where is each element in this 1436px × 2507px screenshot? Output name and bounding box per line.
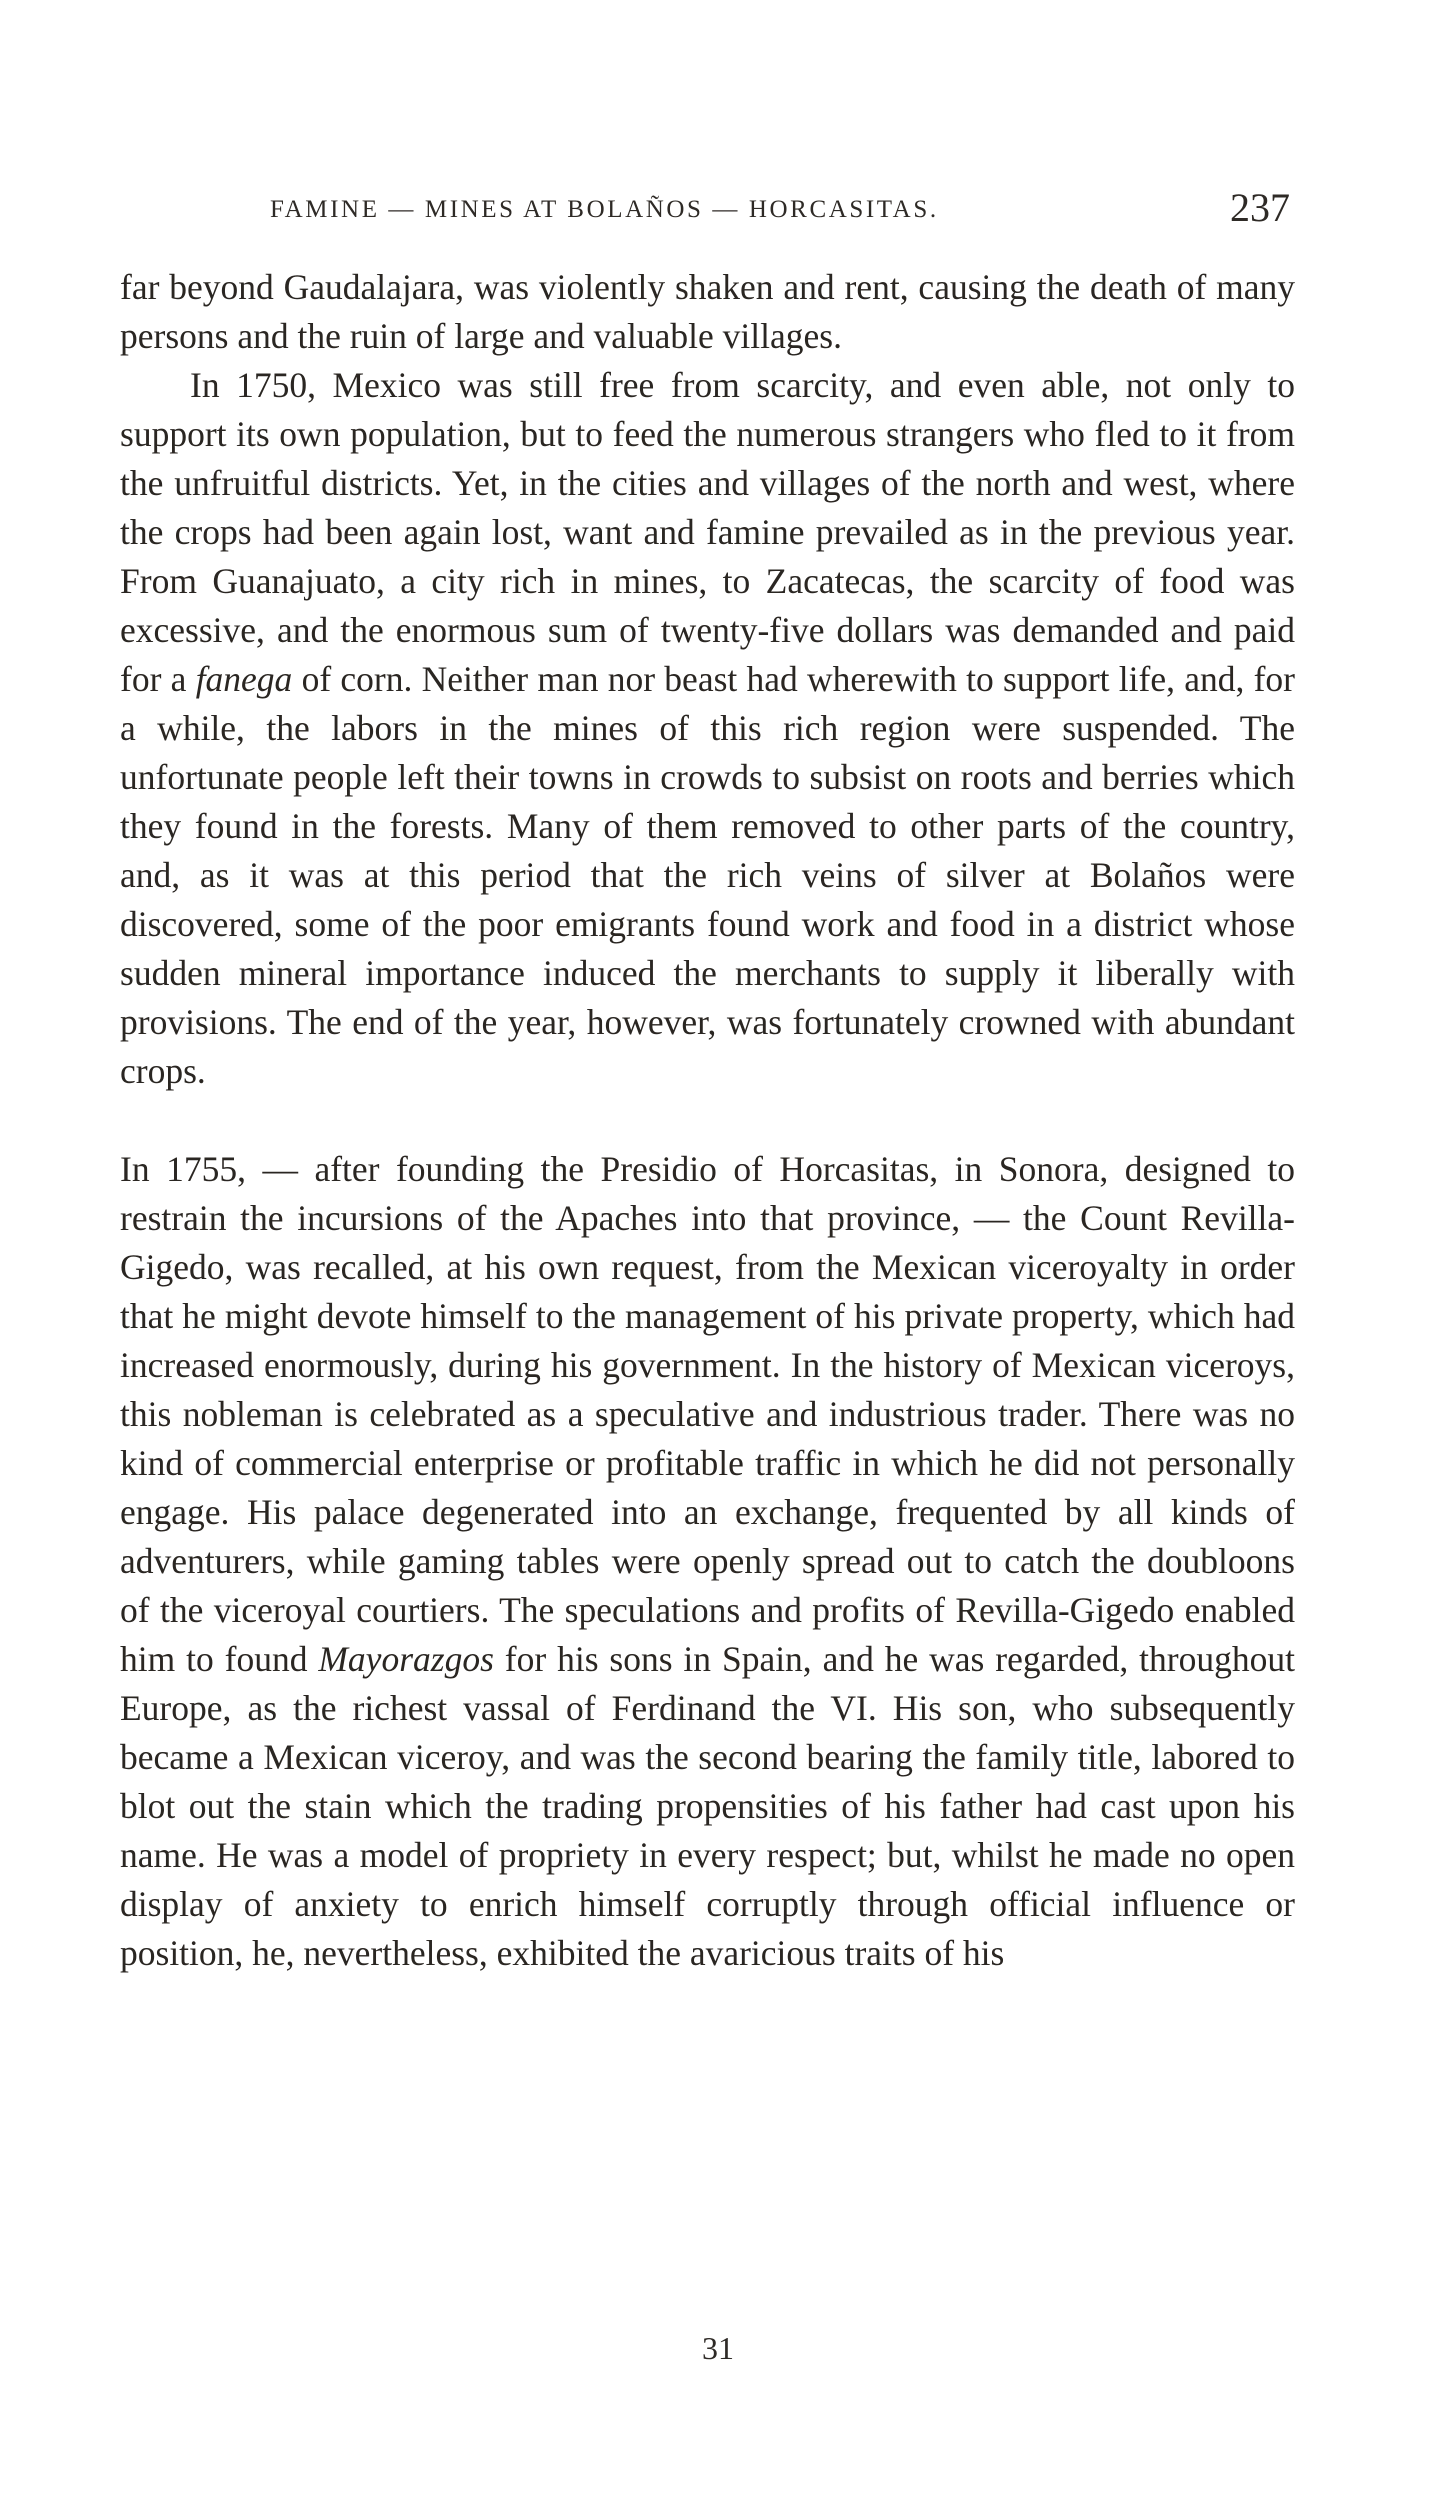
body-text — [120, 263, 1295, 1978]
paragraph-2-text-a: In 1750, Mexico was still free from scarcity, and even able, not only to support its own population, but to feed the numerous strangers who fled to it from the unfruitful districts. Yet, in the cities and villages of the north and west, where the crops had been again lost, want and famine prevailed as in the previous year. From Guanajuato, a city rich in mines, to Zacatecas, the scarcity of food was excessive, and the enormous sum of twenty-five dollars was demanded and paid for a — [120, 365, 1295, 699]
italic-fanega: fanega — [195, 659, 293, 699]
page-number: 237 — [1230, 185, 1290, 230]
italic-mayorazgos: Mayorazgos — [318, 1639, 494, 1679]
running-head — [120, 185, 1290, 230]
paragraph-1: far beyond Gaudalajara, was violently shaken and rent, causing the death of many persons and the ruin of large and valuable villages. — [120, 267, 1295, 356]
paragraph-2-text-b: of corn. Neither man nor beast had wherewith to support life, and, for a while, the labors in the mines of this rich region were suspended. The unfortunate people left their towns in crowds to subsist on roots and berries which they found in the forests. Many of them removed to other parts of the country, and, as it was at this period that the rich veins of silver at Bolaños were discovered, some of the poor emigrants found work and food in a district whose sudden mineral importance induced the merchants to supply it liberally with provisions. The end of the year, however, was fortunately crowned with abundant crops. — [120, 659, 1296, 1091]
running-title: FAMINE — MINES AT BOLAÑOS — HORCASITAS. — [270, 196, 939, 223]
paragraph-3-text-b: for his sons in Spain, and he was regarded, throughout Europe, as the richest vassal of Ferdinand the VI. His son, who subsequently became a Mexican viceroy, and was the second bearing the family title, labored to blot out the stain which the trading propensities of his father had cast upon his name. He was a model of propriety in every respect; but, whilst he made no open display of anxiety to enrich himself corruptly through official influence or position, he, nevertheless, exhibited the avaricious traits of his — [120, 1639, 1295, 1973]
paragraph-3 — [120, 1145, 1295, 1978]
paragraph-2 — [120, 361, 1295, 1096]
signature-mark: 31 — [702, 2330, 734, 2366]
paragraph-3-text-a: In 1755, — after founding the Presidio of Horcasitas, in Sonora, designed to restrain the incursions of the Apaches into that province, — the Count Revilla-Gigedo, was recalled, at his own request, from the Mexican viceroyalty in order that he might devote himself to the management of his private property, which had increased enormously, during his government. In the history of Mexican viceroys, this nobleman is celebrated as a speculative and industrious trader. There was no kind of commercial enterprise or profitable traffic in which he did not personally engage. His palace degenerated into an exchange, frequented by all kinds of adventurers, while gaming tables were openly spread out to catch the doubloons of the viceroyal courtiers. The speculations and profits of Revilla-Gigedo enabled him to found — [120, 1149, 1295, 1679]
